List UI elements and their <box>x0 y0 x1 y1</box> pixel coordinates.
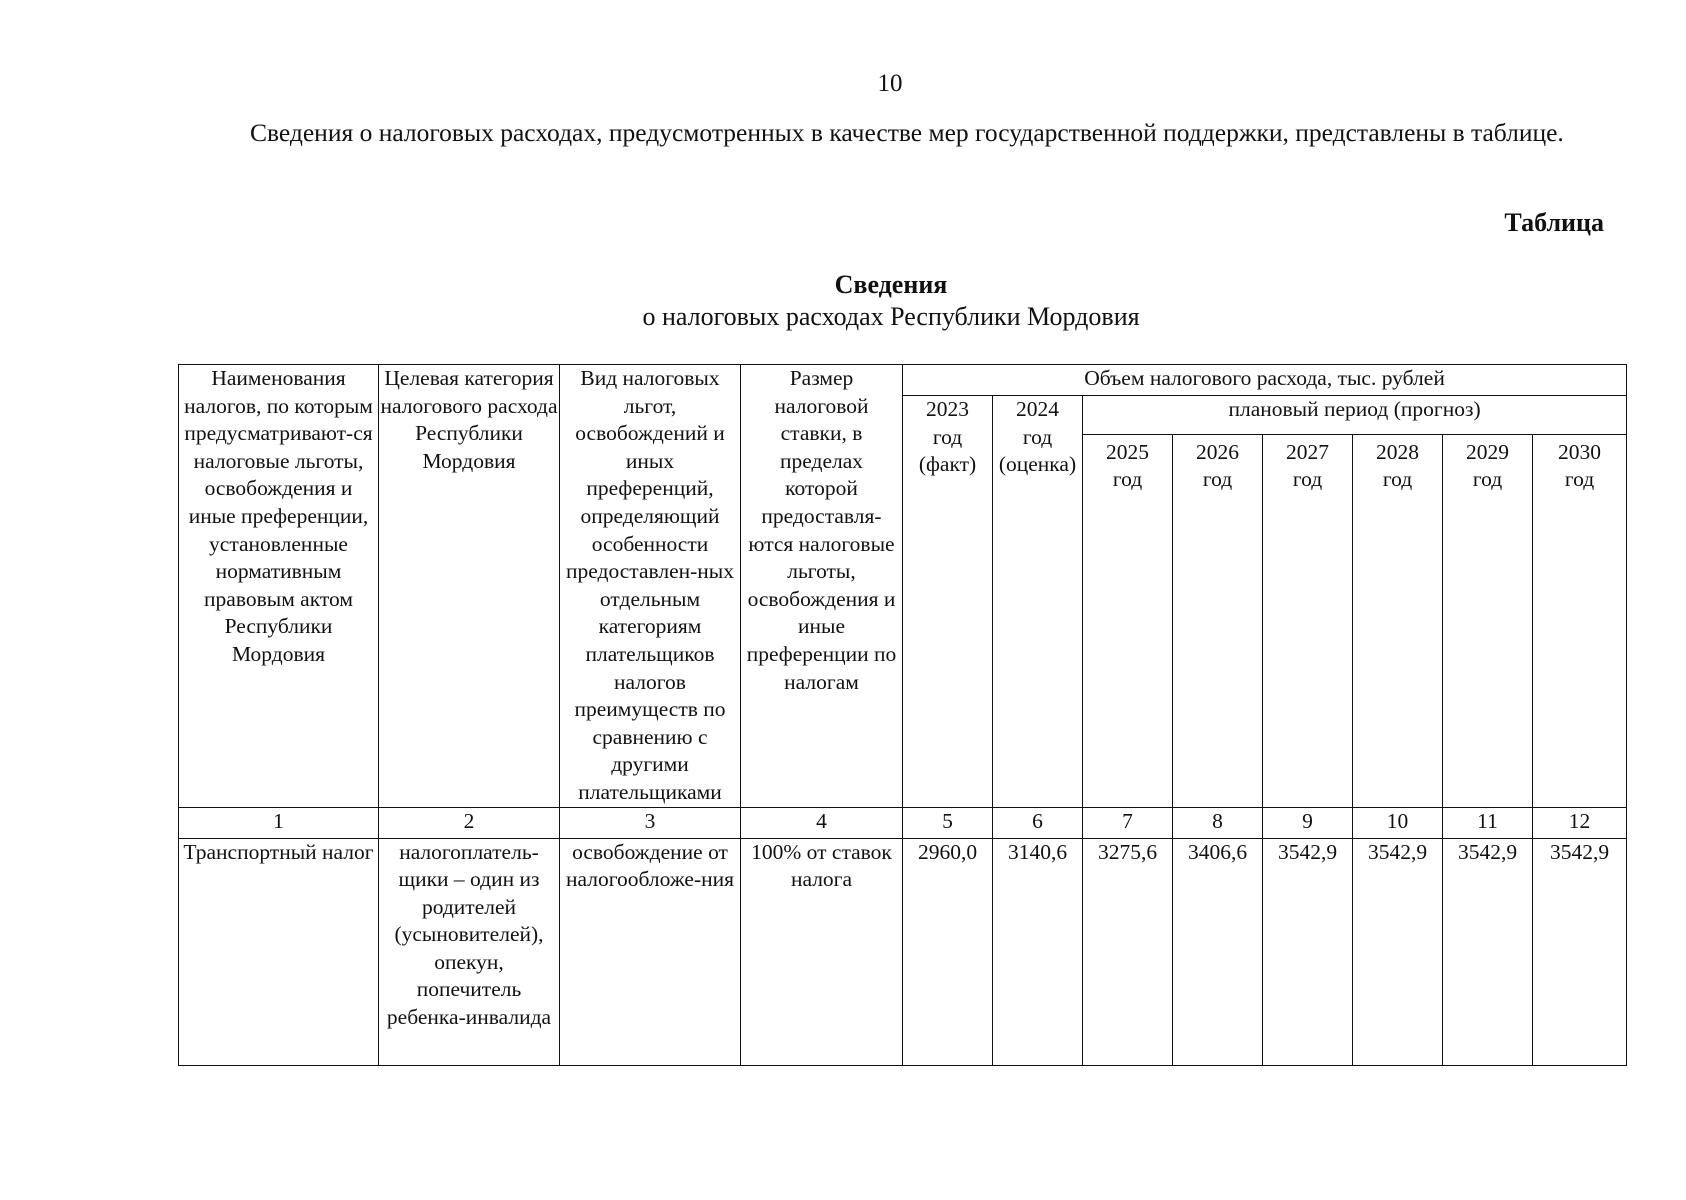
cell-value-2024: 3140,6 <box>993 838 1083 1065</box>
column-number: 9 <box>1263 807 1353 838</box>
caption-title: Сведения <box>834 270 948 299</box>
header-tax-names: Наименования налогов, по которым предусматривают-ся налоговые льготы, освобождения и иные преференции, установленные нормативным правовым актом Республики Мордовия <box>179 365 379 808</box>
column-number: 4 <box>741 807 903 838</box>
cell-value-2029: 3542,9 <box>1443 838 1533 1065</box>
year-label: 2027 <box>1286 439 1329 464</box>
column-number: 11 <box>1443 807 1533 838</box>
cell-tax-name: Транспортный налог <box>179 838 379 1065</box>
column-number: 5 <box>903 807 993 838</box>
column-number: 6 <box>993 807 1083 838</box>
cell-value-2025: 3275,6 <box>1083 838 1173 1065</box>
year-label: 2025 <box>1106 439 1149 464</box>
cell-value-2026: 3406,6 <box>1173 838 1263 1065</box>
intro-paragraph: Сведения о налоговых расходах, предусмотренных в качестве мер государственной поддержки, представлены в таблице. <box>250 118 1564 147</box>
cell-benefit-type: освобождение от налогообложе-ния <box>560 838 741 1065</box>
year-note: год <box>1202 467 1233 492</box>
header-planned-group: плановый период (прогноз) <box>1083 396 1627 435</box>
caption-subtitle: о налоговых расходах Республики Мордовия <box>642 302 1140 331</box>
header-year-2028 <box>1353 434 1443 807</box>
column-number: 1 <box>179 807 379 838</box>
year-note: год <box>1564 467 1595 492</box>
header-target-category: Целевая категория налогового расхода Республики Мордовия <box>379 365 560 808</box>
year-note: год (оценка) <box>998 424 1077 477</box>
header-year-2029 <box>1443 434 1533 807</box>
cell-rate: 100% от ставок налога <box>741 838 903 1065</box>
column-number: 8 <box>1173 807 1263 838</box>
year-label: 2029 <box>1466 439 1509 464</box>
table-row <box>179 838 1627 1065</box>
cell-value-2027: 3542,9 <box>1263 838 1353 1065</box>
header-year-2026 <box>1173 434 1263 807</box>
year-label: 2030 <box>1558 439 1602 464</box>
cell-value-2030: 3542,9 <box>1533 838 1627 1065</box>
year-label: 2023 <box>926 397 969 421</box>
year-note: год <box>1292 467 1323 492</box>
column-number: 12 <box>1533 807 1627 838</box>
column-number: 2 <box>379 807 560 838</box>
column-number: 7 <box>1083 807 1173 838</box>
year-note: год (факт) <box>918 424 977 477</box>
year-note: год <box>1472 467 1503 492</box>
year-note: год <box>1382 467 1413 492</box>
column-number: 10 <box>1353 807 1443 838</box>
header-benefit-type: Вид налоговых льгот, освобождений и иных преференций, определяющий особенности предоставлен-ных отдельным категориям плательщиков налогов преимуществ по сравнению с другими плательщиками <box>560 365 741 808</box>
header-year-2024 <box>993 396 1083 808</box>
tax-expenditure-table <box>178 364 1627 1066</box>
header-volume-group: Объем налогового расхода, тыс. рублей <box>903 365 1627 396</box>
year-label: 2026 <box>1196 439 1239 464</box>
year-label: 2024 <box>1016 397 1059 421</box>
header-year-2030 <box>1533 434 1627 807</box>
year-note: год <box>1112 467 1143 492</box>
header-rate: Размер налоговой ставки, в пределах которой предоставля-ются налоговые льготы, освобождения и иные преференции по налогам <box>741 365 903 808</box>
header-year-2023 <box>903 396 993 808</box>
column-number-row <box>179 807 1627 838</box>
page-number: 10 <box>877 70 903 97</box>
cell-target-category: налогоплатель-щики – один из родителей (усыновителей), опекун, попечитель ребенка-инвалида <box>379 838 560 1065</box>
year-label: 2028 <box>1376 439 1419 464</box>
cell-value-2023: 2960,0 <box>903 838 993 1065</box>
cell-value-2028: 3542,9 <box>1353 838 1443 1065</box>
table-label: Таблица <box>1504 208 1604 237</box>
header-year-2025 <box>1083 434 1173 807</box>
column-number: 3 <box>560 807 741 838</box>
header-year-2027 <box>1263 434 1353 807</box>
